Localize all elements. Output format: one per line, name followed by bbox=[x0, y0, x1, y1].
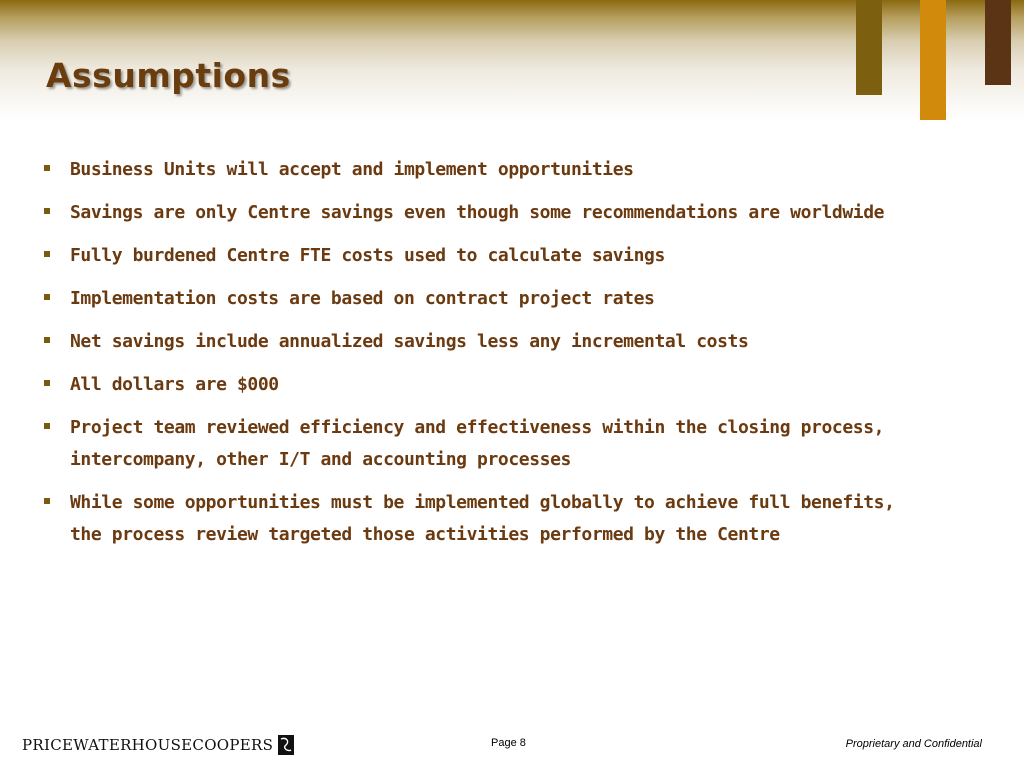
square-bullet-icon bbox=[44, 423, 50, 429]
decorative-bar-brown bbox=[985, 0, 1011, 85]
bullet-item bbox=[44, 412, 914, 476]
bullet-text: Implementation costs are based on contract project rates bbox=[70, 288, 655, 309]
square-bullet-icon bbox=[44, 337, 50, 343]
bullet-item bbox=[44, 154, 914, 186]
square-bullet-icon bbox=[44, 380, 50, 386]
square-bullet-icon bbox=[44, 251, 50, 257]
square-bullet-icon bbox=[44, 165, 50, 171]
slide-title: Assumptions bbox=[46, 56, 291, 95]
bullet-item bbox=[44, 283, 914, 315]
decorative-bar-olive bbox=[856, 0, 882, 95]
bullet-text: Business Units will accept and implement opportunities bbox=[70, 159, 634, 180]
bullet-text: All dollars are $000 bbox=[70, 374, 279, 395]
decorative-bar-orange bbox=[920, 0, 946, 120]
bullet-text: Project team reviewed efficiency and effectiveness within the closing process, intercompany, other I/T and accounting processes bbox=[70, 417, 885, 470]
bullet-item bbox=[44, 197, 914, 229]
bullet-item bbox=[44, 326, 914, 358]
bullet-text: Savings are only Centre savings even though some recommendations are worldwide bbox=[70, 202, 885, 223]
bullet-item bbox=[44, 487, 914, 551]
company-logo-text: PRICEWATERHOUSECOOPERS bbox=[22, 736, 274, 754]
bullet-text: Net savings include annualized savings less any incremental costs bbox=[70, 331, 749, 352]
company-logo bbox=[22, 732, 294, 758]
square-bullet-icon bbox=[44, 208, 50, 214]
bullet-item bbox=[44, 240, 914, 272]
bullet-list bbox=[44, 154, 914, 562]
page-number: Page 8 bbox=[491, 737, 526, 749]
square-bullet-icon bbox=[44, 498, 50, 504]
bullet-item bbox=[44, 369, 914, 401]
logo-mark-icon bbox=[278, 735, 294, 755]
confidential-notice: Proprietary and Confidential bbox=[845, 738, 982, 750]
square-bullet-icon bbox=[44, 294, 50, 300]
bullet-text: While some opportunities must be implemented globally to achieve full benefits, the process review targeted those activities performed by the Centre bbox=[70, 492, 895, 545]
bullet-text: Fully burdened Centre FTE costs used to calculate savings bbox=[70, 245, 665, 266]
